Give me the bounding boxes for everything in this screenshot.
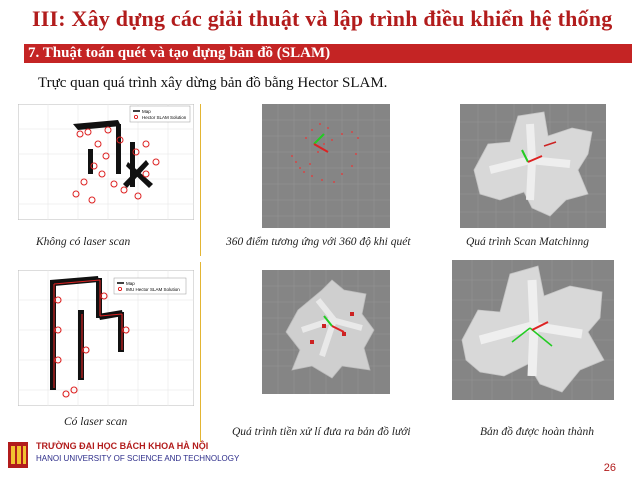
university-logo bbox=[6, 440, 30, 470]
intro-text: Trực quan quá trình xây dừng bản đồ bằng Hector SLAM. bbox=[38, 75, 388, 91]
title-bar bbox=[0, 0, 638, 44]
caption-360-points: 360 điểm tương ứng với 360 độ khi quét bbox=[226, 236, 411, 248]
subtitle-bar bbox=[24, 44, 632, 63]
slide-subtitle: 7. Thuật toán quét và tạo dựng bản đồ (SLAM) bbox=[28, 45, 331, 61]
legend-imu-hector: IMU Hector SLAM Solution bbox=[126, 287, 180, 292]
map-complete bbox=[452, 260, 614, 400]
column-divider-bottom bbox=[200, 262, 201, 442]
plot-with-laser bbox=[18, 270, 194, 406]
map-preprocess bbox=[262, 270, 390, 394]
university-name-vi: TRƯỜNG ĐẠI HỌC BÁCH KHOA HÀ NỘI bbox=[36, 441, 209, 451]
column-divider-top bbox=[200, 104, 201, 256]
caption-with-laser: Có laser scan bbox=[64, 416, 128, 428]
legend-hector: Hector SLAM Solution bbox=[142, 115, 187, 120]
caption-no-laser: Không có laser scan bbox=[36, 236, 131, 248]
plot-no-laser bbox=[18, 104, 194, 220]
legend-map: Map bbox=[142, 109, 151, 114]
map-scan-matching bbox=[460, 104, 606, 228]
page-number: 26 bbox=[603, 462, 616, 474]
legend-map-2: Map bbox=[126, 281, 135, 286]
slide-title: III: Xây dựng các giải thuật và lập trình điều khiển hệ thống bbox=[32, 6, 613, 31]
caption-scan-matching: Quá trình Scan Matchinng bbox=[466, 236, 589, 248]
university-name-en: HANOI UNIVERSITY OF SCIENCE AND TECHNOLOGY bbox=[36, 454, 240, 463]
map-360-points bbox=[262, 104, 390, 228]
caption-map-done: Bản đồ được hoàn thành bbox=[480, 426, 594, 438]
caption-preprocess: Quá trình tiền xử lí đưa ra bản đồ lưới bbox=[232, 426, 411, 438]
